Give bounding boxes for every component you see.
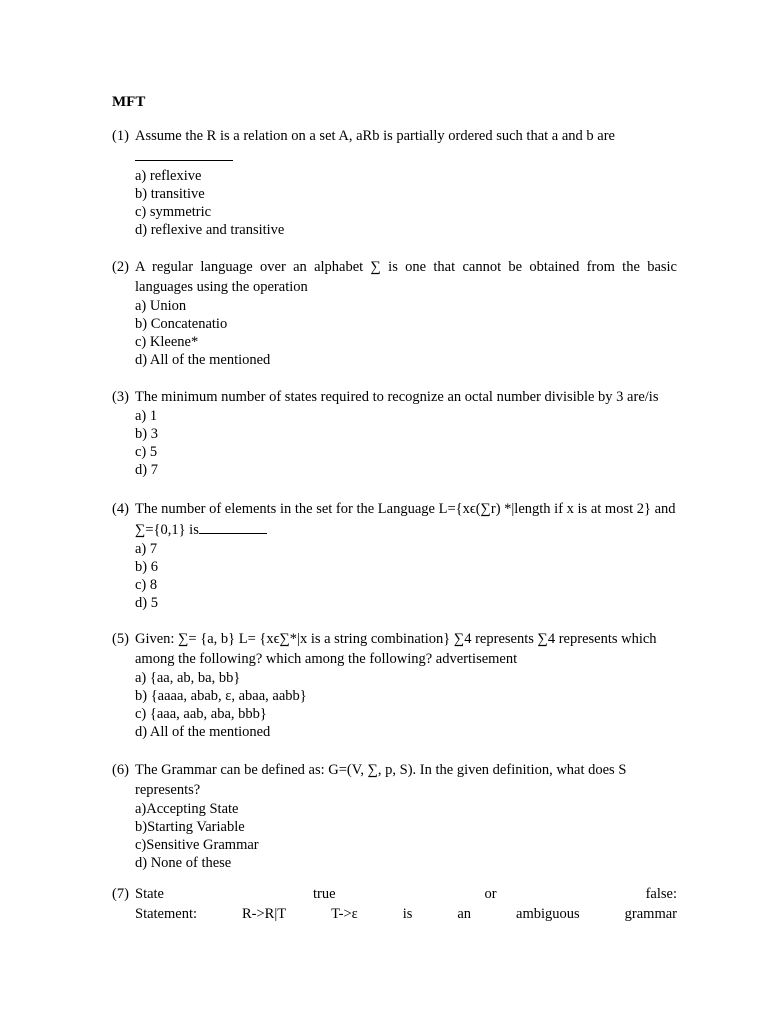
question-1 [112, 126, 677, 239]
statement-word: ambiguous [516, 906, 580, 922]
option-b: b) 3 [135, 426, 158, 442]
option-c: c) {aaa, aab, aba, bbb} [135, 706, 267, 722]
question-word: false: [645, 886, 677, 902]
option-d: d) None of these [135, 855, 232, 871]
question-number: (7) [112, 886, 129, 902]
option-b: b) transitive [135, 186, 205, 202]
option-d: d) All of the mentioned [135, 724, 271, 740]
option-a: a) 7 [135, 541, 158, 557]
option-d: d) 5 [135, 595, 158, 611]
question-text: A regular language over an alphabet ∑ is one that cannot be obtained from the basic languages using the operation [135, 259, 677, 295]
option-d: d) All of the mentioned [135, 352, 271, 368]
statement-word: Statement: [135, 906, 198, 922]
question-text: The minimum number of states required to recognize an octal number divisible by 3 are/is [135, 389, 659, 405]
statement-word: T->ε [331, 906, 358, 922]
answer-blank [199, 519, 267, 534]
answer-blank [135, 146, 233, 161]
statement-word: is [402, 906, 413, 922]
question-word: or [484, 886, 497, 902]
question-text: Given: ∑= {a, b} L= {xϵ∑*|x is a string combination} ∑4 represents ∑4 represents which among the following? which among the following? advertisement [135, 631, 657, 667]
question-number: (3) [112, 389, 129, 405]
option-c: c) Kleene* [135, 334, 199, 350]
question-6 [112, 760, 677, 872]
question-word: State [135, 886, 164, 902]
question-number: (6) [112, 762, 129, 778]
option-c: c) 5 [135, 444, 158, 460]
statement-word: R->R|T [242, 906, 287, 922]
question-2 [112, 257, 677, 369]
question-number: (5) [112, 631, 129, 647]
option-a: a)Accepting State [135, 801, 239, 817]
statement-word: grammar [624, 906, 677, 922]
option-c: c) 8 [135, 577, 158, 593]
option-a: a) {aa, ab, ba, bb} [135, 670, 241, 686]
option-c: c) symmetric [135, 204, 212, 220]
statement-word: an [457, 906, 472, 922]
question-4 [112, 499, 677, 612]
option-b: b)Starting Variable [135, 819, 245, 835]
option-b: b) 6 [135, 559, 158, 575]
option-c: c)Sensitive Grammar [135, 837, 259, 853]
option-b: b) {aaaa, abab, ε, abaa, aabb} [135, 688, 307, 704]
question-3 [112, 387, 677, 479]
question-number: (2) [112, 259, 129, 275]
option-a: a) 1 [135, 408, 158, 424]
question-text: The Grammar can be defined as: G=(V, ∑, p, S). In the given definition, what does S represents? [135, 762, 627, 798]
question-5 [112, 629, 677, 741]
option-d: d) 7 [135, 462, 158, 478]
question-text: The number of elements in the set for the Language L={xϵ(∑r) *|length if x is at most 2} and ∑={0,1} is [135, 501, 676, 538]
question-number: (1) [112, 128, 129, 144]
question-text: Assume the R is a relation on a set A, aRb is partially ordered such that a and b are [135, 128, 615, 144]
option-a: a) reflexive [135, 168, 202, 184]
page-title: MFT [112, 94, 146, 110]
question-7 [112, 884, 677, 924]
option-a: a) Union [135, 298, 187, 314]
option-b: b) Concatenatio [135, 316, 228, 332]
option-d: d) reflexive and transitive [135, 222, 285, 238]
question-number: (4) [112, 501, 129, 517]
question-word: true [312, 886, 336, 902]
